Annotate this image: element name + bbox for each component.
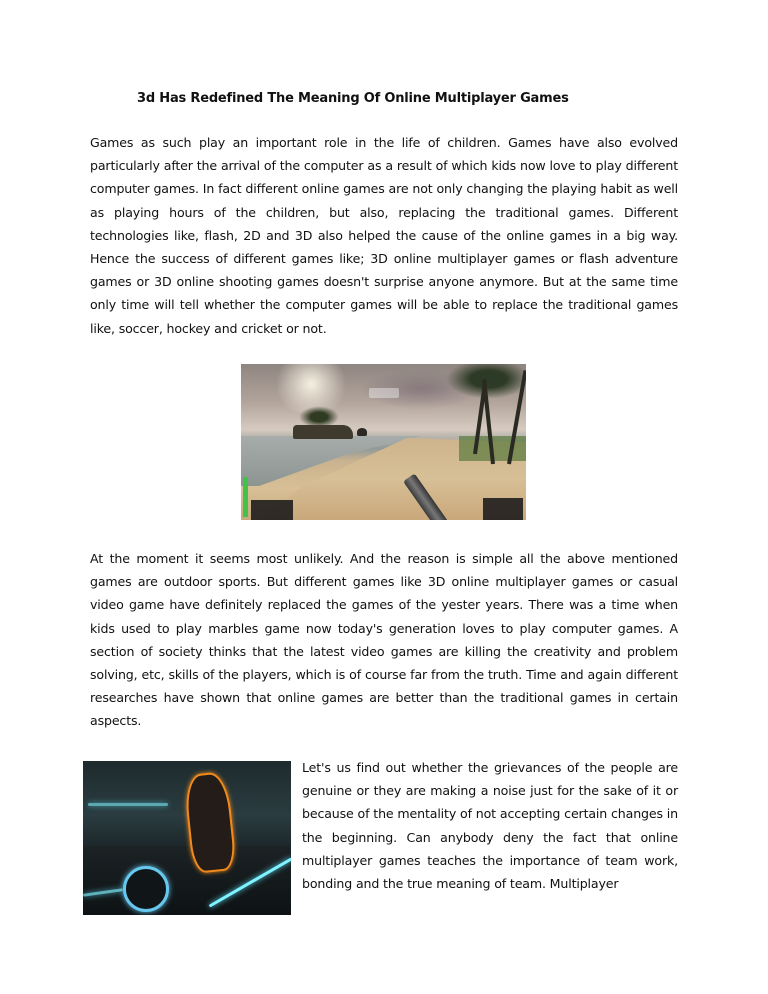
beach-shooter-screenshot [241, 364, 526, 520]
rock [357, 428, 367, 436]
light-cycle [123, 866, 169, 912]
hud-center-text [369, 388, 399, 398]
tron-style-game-screenshot [83, 761, 291, 915]
island [293, 425, 353, 439]
document-title: 3d Has Redefined The Meaning Of Online Multiplayer Games [137, 91, 569, 106]
hud-panel-left [251, 500, 293, 520]
health-bar [243, 477, 248, 517]
paragraph-second: At the moment it seems most unlikely. And the reason is simple all the above mentioned games are outdoor sports. But different games like 3D online multiplayer games or casual video game have definitely replaced the games of the yester years. There was a time when kids used to play marbles game now today's generation loves to play computer games. A section of society thinks that the latest video games are killing the creativity and problem solving, etc, skills of the players, which is of course far from the truth. Time and again different researches have shown that online games are better than the traditional games in certain aspects. [90, 551, 678, 729]
paragraph-third: Let's us find out whether the grievances of the people are genuine or they are making a noise just for the sake of it or because of the mentality of not accepting certain changes in the beginning. Can anybody deny the fact that online multiplayer games teaches the importance of team work, bonding and the true meaning of team. Multiplayer [302, 760, 678, 892]
floor [83, 846, 291, 915]
light-strip [88, 803, 168, 806]
paragraph-intro: Games as such play an important role in the life of children. Games have also evolved particularly after the arrival of the computer as a result of which kids now love to play different computer games. In fact different online games are not only changing the playing habit as well as playing hours of the children, but also, replacing the traditional games. Different technologies like, flash, 2D and 3D also helped the cause of the online games in a big way. Hence the success of different games like; 3D online multiplayer games or flash adventure games or 3D online shooting games doesn't surprise anyone anymore. But at the same time only time will tell whether the computer games will be able to replace the traditional games like, soccer, hockey and cricket or not. [90, 135, 678, 336]
hud-panel-right [483, 498, 523, 520]
